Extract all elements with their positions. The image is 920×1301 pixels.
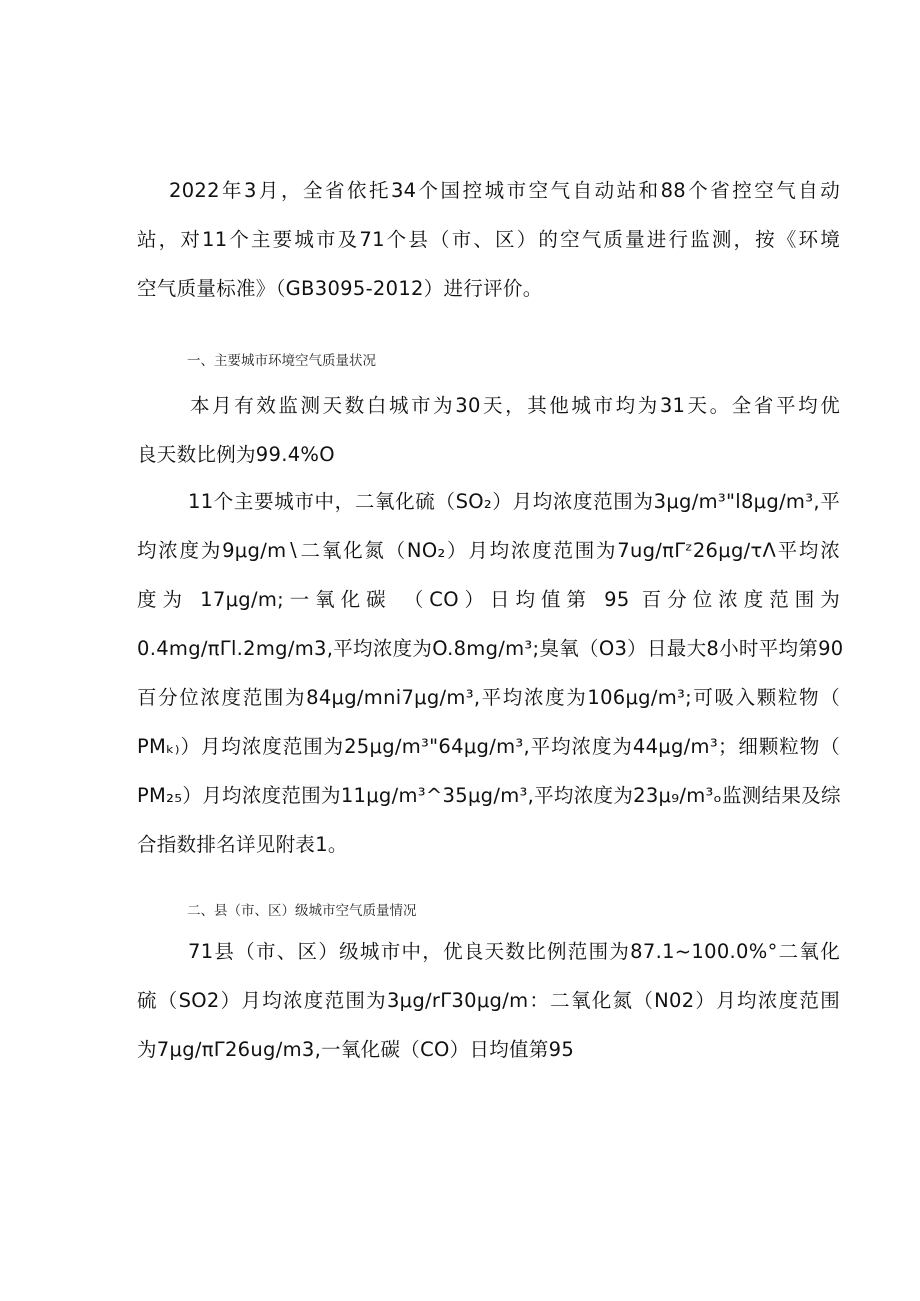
intro-line-2: 站，对11个主要城市及71个县（市、区）的空气质量进行监测，按《环境 [137, 228, 840, 251]
section2-p1-line-1: 71县（市、区）级城市中，优良天数比例范围为87.1~100.0%°二氧化 [188, 940, 840, 963]
section-heading-2: 二、县（市、区）级城市空气质量情况 [187, 903, 417, 919]
intro-line-1: 2022年3月，全省依托34个国控城市空气自动站和88个省控空气自动 [169, 179, 840, 202]
section1-p2-line-5: 百分位浓度范围为84μg∕mni7μg∕m³,平均浓度为106μg∕m³;可吸入颗粒物（ [137, 686, 840, 709]
section1-p2-line-2: 均浓度为9μg∕m∖二氧化氮（NO₂）月均浓度范围为7ug∕πΓᶻ26μg∕τΛ平均浓 [137, 539, 840, 562]
section1-p2-line-1: 11个主要城市中，二氧化硫（SO₂）月均浓度范围为3μg∕m³"l8μg∕m³,平 [188, 490, 840, 513]
section1-paragraph-2 [137, 477, 844, 869]
section1-p2-line-4: 0.4mg∕πΓl.2mg∕m3,平均浓度为O.8mg∕m³;臭氧（O3）日最大8小时平均第90 [137, 637, 844, 660]
section1-p2-line-3: 度为 17μg/m;一氧化碳 （CO）日均值第 95 百分位浓度范围为 [137, 588, 840, 611]
section2-p1-line-3: 为7μg∕πΓ26ug∕m3,一氧化碳（CO）日均值第95 [137, 1038, 575, 1061]
intro-line-3: 空气质量标准》（GB3095-2012）进行评价。 [137, 277, 543, 300]
section-heading-1: 一、主要城市环境空气质量状况 [187, 353, 376, 369]
section1-paragraph-1 [137, 381, 840, 479]
section1-p1-line-2: 良天数比例为99.4%O [137, 443, 335, 466]
section1-p1-line-1: 本月有效监测天数白城市为30天，其他城市均为31天。全省平均优 [190, 394, 840, 417]
section2-p1-line-2: 硫（SO2）月均浓度范围为3μg∕rΓ30μg/m：二氧化氮（N02）月均浓度范围 [137, 989, 840, 1012]
section1-p2-line-7: PM₂₅）月均浓度范围为11μg∕m³^35μg∕m³,平均浓度为23μ₉∕m³ₒ监测结果及综 [137, 784, 841, 807]
section1-p2-line-6: PMₖ₎）月均浓度范围为25μg∕m³"64μg∕m³,平均浓度为44μg/m³；细颗粒物（ [137, 735, 840, 758]
section1-p2-line-8: 合指数排名详见附表1。 [137, 833, 348, 856]
section2-paragraph-1 [137, 927, 840, 1074]
intro-paragraph [137, 166, 840, 313]
